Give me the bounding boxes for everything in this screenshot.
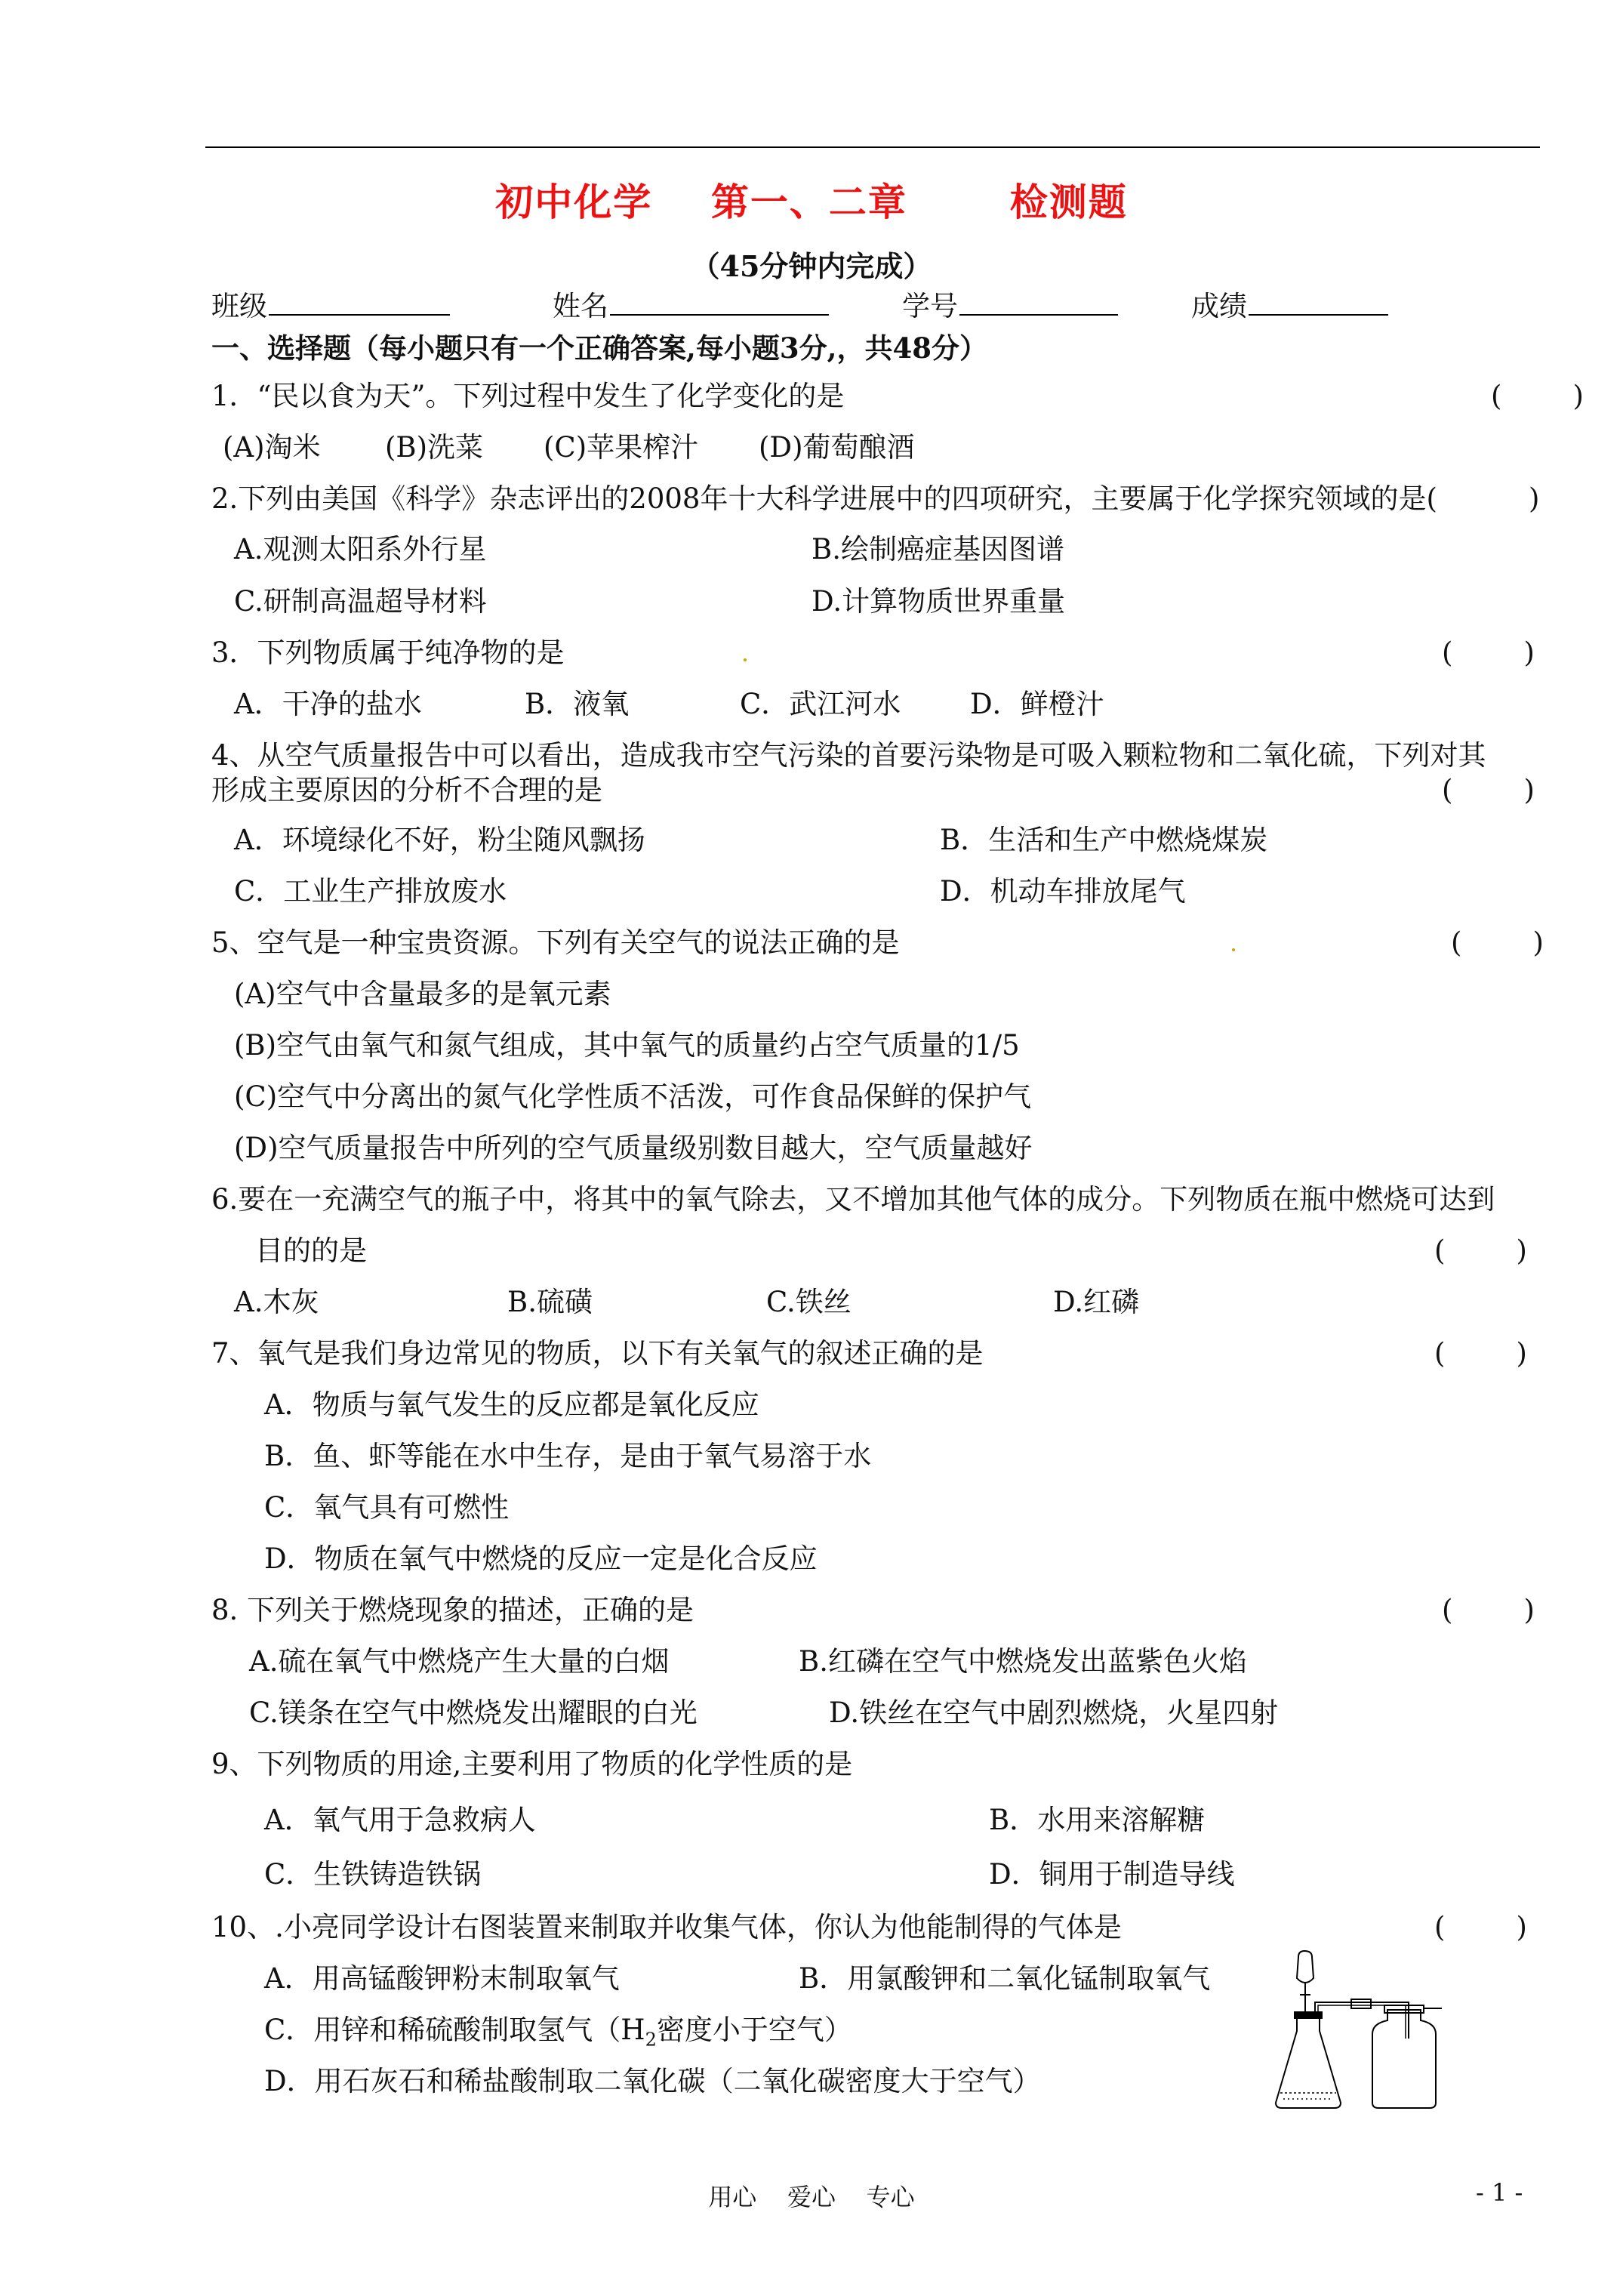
q2-option-c: C.研制高温超导材料 bbox=[234, 585, 487, 618]
q3-option-c: C．武江河水 bbox=[740, 688, 901, 720]
collecting-bottle bbox=[1372, 2010, 1436, 2108]
q4-option-d: D．机动车排放尾气 bbox=[940, 875, 1186, 908]
q1-option-c: (C)苹果榨汁 bbox=[544, 431, 699, 464]
score-blank[interactable] bbox=[1249, 285, 1388, 316]
answer-paren-2-close[interactable]: ) bbox=[1529, 482, 1540, 515]
q10-option-c-pre: C．用锌和稀硫酸制取氢气（H bbox=[264, 2014, 645, 2046]
gas-apparatus-figure bbox=[1268, 1948, 1464, 2114]
question-8-stem: 8. 下列关于燃烧现象的描述，正确的是 bbox=[211, 1594, 694, 1626]
q5-option-b: (B)空气由氧气和氮气组成，其中氧气的质量约占空气质量的1/5 bbox=[234, 1029, 1020, 1062]
q3-option-d: D．鲜橙汁 bbox=[970, 688, 1104, 720]
q2-option-a: A.观测太阳系外行星 bbox=[234, 533, 487, 566]
q6-option-d: D.红磷 bbox=[1053, 1286, 1140, 1318]
q6-option-a: A.木灰 bbox=[234, 1286, 319, 1318]
question-6-stem-line1: 6.要在一充满空气的瓶子中，将其中的氧气除去，又不增加其他气体的成分。下列物质在瓶中燃烧可达到 bbox=[211, 1183, 1495, 1216]
q10-option-d: D．用石灰石和稀盐酸制取二氧化碳（二氧化碳密度大于空气） bbox=[264, 2065, 1041, 2097]
top-rule bbox=[205, 146, 1540, 148]
answer-paren-7[interactable]: ( ) bbox=[1434, 1337, 1527, 1370]
question-4-stem-line1: 4、从空气质量报告中可以看出，造成我市空气污染的首要污染物是可吸入颗粒物和二氧化硫，下列对其 bbox=[211, 739, 1486, 772]
flask-stopper bbox=[1294, 2011, 1323, 2019]
q2-option-d: D.计算物质世界重量 bbox=[812, 585, 1066, 618]
q7-option-d: D．物质在氧气中燃烧的反应一定是化合反应 bbox=[264, 1542, 818, 1575]
answer-paren-1[interactable]: ( ) bbox=[1491, 380, 1584, 412]
q5-option-d: (D)空气质量报告中所列的空气质量级别数目越大，空气质量越好 bbox=[234, 1132, 1033, 1164]
field-label: 学号 bbox=[902, 290, 958, 322]
page-subtitle: （45分钟内完成） bbox=[691, 249, 932, 283]
q8-option-c: C.镁条在空气中燃烧发出耀眼的白光 bbox=[249, 1697, 698, 1729]
field-name bbox=[553, 285, 829, 324]
conical-flask bbox=[1276, 2016, 1341, 2108]
question-9-stem: 9、下列物质的用途,主要利用了物质的化学性质的是 bbox=[211, 1748, 853, 1780]
question-1-stem: 1．“民以食为天”。下列过程中发生了化学变化的是 bbox=[211, 380, 845, 412]
name-blank[interactable] bbox=[610, 285, 829, 316]
q7-option-a: A．物质与氧气发生的反应都是氧化反应 bbox=[264, 1388, 759, 1421]
answer-paren-10[interactable]: ( ) bbox=[1434, 1911, 1527, 1943]
q10-option-c-post: 密度小于空气） bbox=[656, 2014, 852, 2046]
page-footer: 用心 爱心 专心 bbox=[708, 2183, 915, 2211]
answer-paren-8[interactable]: ( ) bbox=[1442, 1594, 1535, 1626]
q3-option-a: A．干净的盐水 bbox=[234, 688, 422, 720]
field-label: 班级 bbox=[211, 290, 267, 322]
q8-option-b: B.红磷在空气中燃烧发出蓝紫色火焰 bbox=[799, 1645, 1247, 1678]
field-label: 姓名 bbox=[553, 290, 608, 322]
answer-paren-5[interactable]: ( ) bbox=[1451, 926, 1544, 959]
q10-option-c bbox=[264, 2013, 852, 2057]
q7-option-c: C．氧气具有可燃性 bbox=[264, 1491, 510, 1524]
q9-option-a: A．氧气用于急救病人 bbox=[264, 1804, 536, 1836]
question-7-stem: 7、氧气是我们身边常见的物质，以下有关氧气的叙述正确的是 bbox=[211, 1337, 984, 1370]
q1-option-a: (A)淘米 bbox=[223, 431, 321, 464]
q2-option-b: B.绘制癌症基因图谱 bbox=[812, 533, 1064, 566]
answer-paren-4[interactable]: ( ) bbox=[1442, 774, 1535, 806]
q1-option-b: (B)洗菜 bbox=[385, 431, 484, 464]
q6-option-b: B.硫磺 bbox=[507, 1286, 593, 1318]
rubber-connector bbox=[1351, 1999, 1371, 2008]
page-title: 初中化学 第一、二章 检测题 bbox=[495, 180, 1128, 224]
question-6-stem-line2: 目的的是 bbox=[255, 1234, 367, 1267]
q9-option-b: B．水用来溶解糖 bbox=[989, 1804, 1206, 1836]
q4-option-c: C．工业生产排放废水 bbox=[234, 875, 507, 908]
q9-option-c: C．生铁铸造铁锅 bbox=[264, 1858, 482, 1891]
q9-option-d: D．铜用于制造导线 bbox=[989, 1858, 1235, 1891]
question-2-stem: 2.下列由美国《科学》杂志评出的2008年十大科学进展中的四项研究，主要属于化学探究领域的是( bbox=[211, 482, 1437, 515]
student-id-blank[interactable] bbox=[959, 285, 1118, 316]
field-score bbox=[1191, 285, 1388, 324]
q8-option-a: A.硫在氧气中燃烧产生大量的白烟 bbox=[249, 1645, 670, 1678]
q6-option-c: C.铁丝 bbox=[766, 1286, 852, 1318]
answer-paren-3[interactable]: ( ) bbox=[1442, 636, 1535, 669]
question-10-stem: 10、.小亮同学设计右图装置来制取并收集气体，你认为他能制得的气体是 bbox=[211, 1911, 1122, 1943]
q8-option-d: D.铁丝在空气中剧烈燃烧，火星四射 bbox=[829, 1697, 1279, 1729]
class-blank[interactable] bbox=[269, 285, 450, 316]
q3-option-b: B．液氧 bbox=[525, 688, 630, 720]
speck bbox=[1232, 948, 1235, 951]
page-number: - 1 - bbox=[1476, 2178, 1523, 2207]
q7-option-b: B．鱼、虾等能在水中生存，是由于氧气易溶于水 bbox=[264, 1440, 872, 1472]
funnel-bulb bbox=[1297, 1951, 1313, 1983]
q10-option-c-subscript: 2 bbox=[645, 2029, 657, 2051]
q5-option-c: (C)空气中分离出的氮气化学性质不活泼，可作食品保鲜的保护气 bbox=[234, 1080, 1032, 1113]
question-3-stem: 3．下列物质属于纯净物的是 bbox=[211, 636, 565, 669]
q4-option-b: B．生活和生产中燃烧煤炭 bbox=[940, 824, 1268, 856]
question-4-stem-line2: 形成主要原因的分析不合理的是 bbox=[211, 774, 602, 806]
q1-option-d: (D)葡萄酿酒 bbox=[759, 431, 915, 464]
field-class bbox=[211, 285, 450, 324]
answer-paren-6[interactable]: ( ) bbox=[1434, 1234, 1527, 1267]
q5-option-a: (A)空气中含量最多的是氧元素 bbox=[234, 978, 611, 1010]
q10-option-a: A．用高锰酸钾粉末制取氧气 bbox=[264, 1962, 620, 1995]
section-heading: 一、选择题（每小题只有一个正确答案,每小题3分,，共48分） bbox=[211, 331, 987, 365]
question-5-stem: 5、空气是一种宝贵资源。下列有关空气的说法正确的是 bbox=[211, 926, 900, 959]
field-label: 成绩 bbox=[1191, 290, 1247, 322]
q4-option-a: A．环境绿化不好，粉尘随风飘扬 bbox=[234, 824, 645, 856]
field-student-id bbox=[902, 285, 1118, 324]
q10-option-b: B．用氯酸钾和二氧化锰制取氧气 bbox=[799, 1962, 1211, 1995]
speck bbox=[744, 658, 747, 661]
